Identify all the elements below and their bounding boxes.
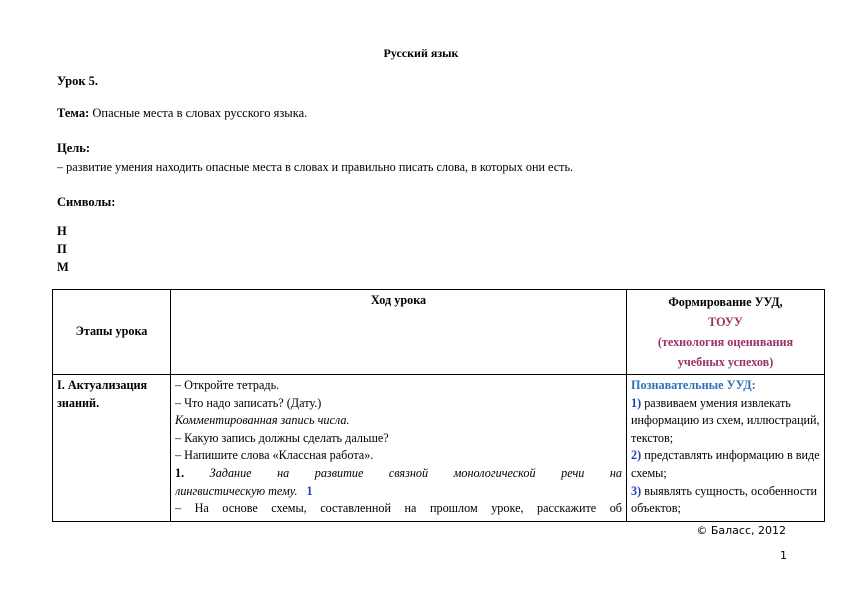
task-number: 1. <box>175 465 185 480</box>
course-line: – Какую запись должны сделать дальше? <box>175 430 389 445</box>
uud-item <box>631 483 820 518</box>
header-course: Ход урока <box>171 290 627 375</box>
stage-title: I. Актуализация знаний. <box>57 378 148 410</box>
uud-item-text: выявлять сущность, особенности объектов; <box>631 483 818 516</box>
lesson-number: Урок 5. <box>57 74 99 88</box>
task-badge: 1 <box>306 483 313 498</box>
uud-item-text: представлять информацию в виде схемы; <box>631 448 820 480</box>
table-header-row <box>53 290 825 375</box>
header-touu-desc: учебных успехов) <box>677 355 774 369</box>
symbol-item: Н <box>57 224 67 238</box>
uud-item <box>631 395 820 448</box>
copyright: © Баласс, 2012 <box>696 524 786 537</box>
uud-cell <box>627 375 825 522</box>
header-uud-line: Формирование УУД, <box>668 295 783 309</box>
page-number: 1 <box>780 549 787 562</box>
uud-item-text: развиваем умения извлекать информацию из схем, иллюстраций, текстов; <box>631 395 820 445</box>
course-cell <box>171 375 627 522</box>
uud-item-number: 3) <box>631 483 642 498</box>
course-line: – Напишите слова «Классная работа». <box>175 448 374 463</box>
task-line <box>175 483 622 501</box>
course-line: – На основе схемы, составленной на прошлом уроке, расскажите об <box>175 501 622 516</box>
goal-label: Цель: <box>57 141 91 155</box>
symbols-list <box>57 222 69 276</box>
uud-item <box>631 447 820 482</box>
header-touu-desc: (технология оценивания <box>657 335 794 349</box>
table-row <box>53 375 825 522</box>
stage-cell <box>53 375 171 522</box>
task-line <box>175 465 622 483</box>
uud-item-number: 2) <box>631 448 642 463</box>
header-stages: Этапы урока <box>53 290 171 375</box>
uud-item-number: 1) <box>631 395 642 410</box>
topic-label: Тема: <box>57 106 90 120</box>
course-line: – Что надо записать? (Дату.) <box>175 395 322 410</box>
document-title: Русский язык <box>383 46 459 60</box>
course-line: – Откройте тетрадь. <box>175 378 280 392</box>
topic-line <box>57 106 307 121</box>
task-text: лингвистическую тему. <box>175 483 298 498</box>
lesson-table <box>52 289 825 522</box>
symbols-label: Символы: <box>57 195 116 209</box>
header-touu: ТОУУ <box>708 315 743 329</box>
course-line: Комментированная запись числа. <box>175 413 350 428</box>
task-text: Задание на развитие связной монологической речи на <box>209 465 622 480</box>
header-uud <box>627 290 825 375</box>
symbol-item: М <box>57 260 69 274</box>
uud-title: Познавательные УУД: <box>631 378 756 392</box>
goal-text: – развитие умения находить опасные места в словах и правильно писать слова, в которых они есть. <box>57 160 574 174</box>
symbol-item: П <box>57 242 67 256</box>
topic-text: Опасные места в словах русского языка. <box>92 106 308 120</box>
